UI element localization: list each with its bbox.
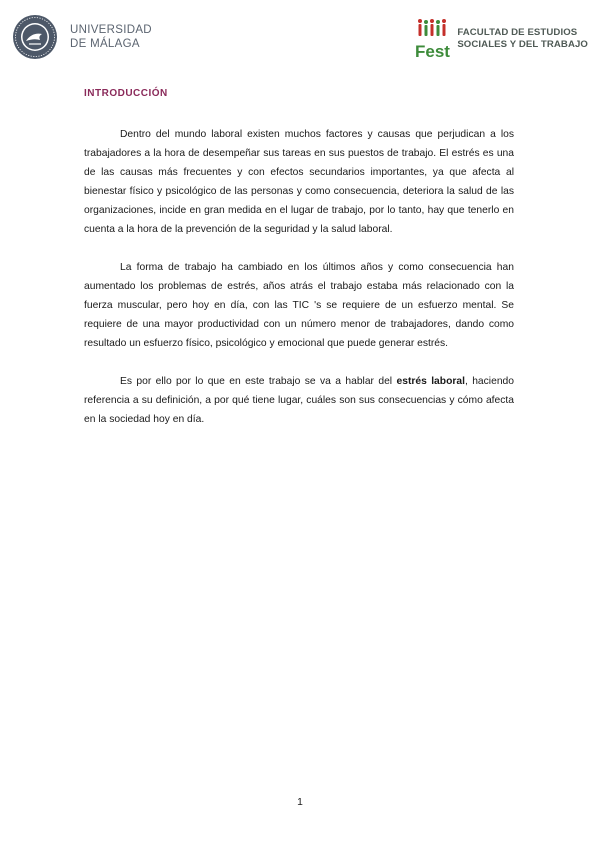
- paragraph-3-bold-term: estrés laboral: [396, 376, 465, 387]
- faculty-logo: [415, 18, 588, 60]
- faculty-name-line1: FACULTAD DE ESTUDIOS: [457, 27, 578, 38]
- paragraph-2: La forma de trabajo ha cambiado en los últimos años y como consecuencia han aumentado los problemas de estrés, años atrás el trabajo estaba más relacionado con la fuerza muscular, pero hoy en día, con las TIC 's se requiere de un esfuerzo mental. Se requiere de una mayor productividad con un número menor de trabajadores, dando como resultado un esfuerzo físico, psicológico y emocional que puede generar estrés.: [84, 262, 514, 349]
- university-name-line1: UNIVERSIDAD: [70, 24, 152, 36]
- paragraph-3-text-after: , haciendo referencia a su definición, a por qué tiene lugar, cuáles son sus consecuencias y cómo afecta en la sociedad hoy en día.: [84, 376, 514, 425]
- section-title: INTRODUCCIÓN: [84, 88, 168, 99]
- page-header: [12, 14, 588, 64]
- university-name-line2: DE MÁLAGA: [70, 38, 140, 50]
- university-seal-icon: [12, 14, 58, 60]
- paragraph-1: Dentro del mundo laboral existen muchos factores y causas que perjudican a los trabajadores a la hora de desempeñar sus tareas en sus puestos de trabajo. El estrés es una de las causas más frecuentes y con efectos secundarios importantes, ya que afecta al bienestar físico y psicológico de las personas y como consecuencia, deteriora la salud de las organizaciones, incide en gran medida en el lugar de trabajo, por lo tanto, hay que tenerlo en cuenta a la hora de la prevención de la seguridad y la salud laboral.: [84, 129, 514, 235]
- university-logo: [12, 14, 152, 60]
- document-body: [84, 125, 514, 448]
- paragraph-3: [84, 372, 514, 429]
- paragraph-3-text-before: Es por ello por lo que en este trabajo se va a hablar del: [120, 376, 397, 387]
- faculty-name-line2: SOCIALES Y DEL TRABAJO: [457, 39, 588, 50]
- fest-logo-icon: [415, 18, 451, 60]
- fest-logo-text: Fest: [415, 42, 451, 60]
- page-number: 1: [297, 797, 303, 808]
